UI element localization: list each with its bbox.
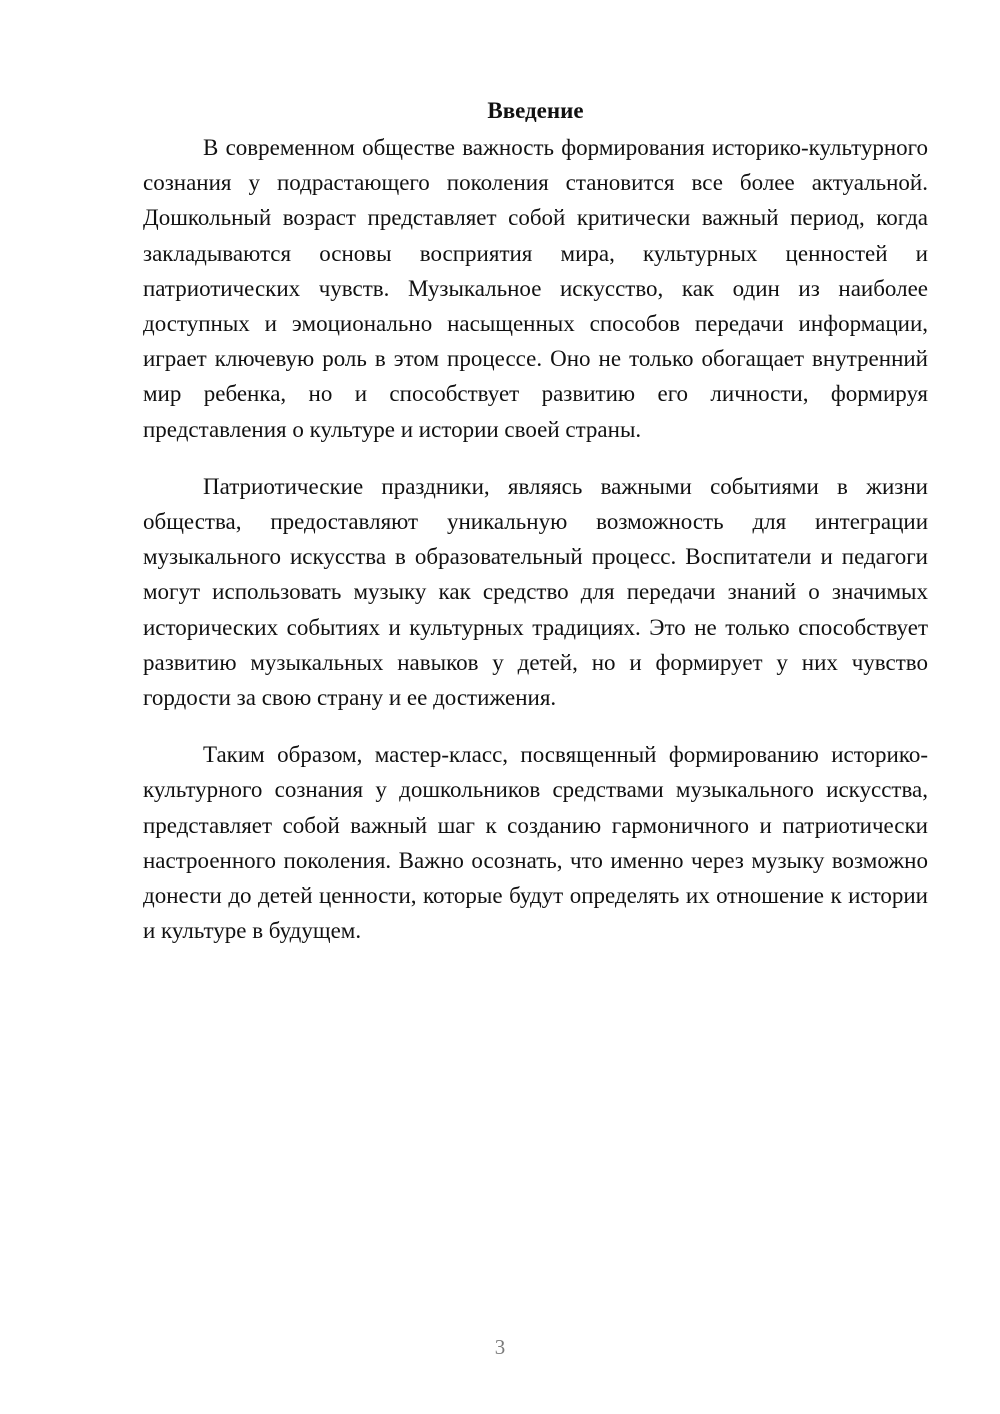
paragraph-2: Патриотические праздники, являясь важными событиями в жизни общества, предоставляют уникальную возможность для интеграции музыкального искусства в образовательный процесс. Воспитатели и педагоги могут использовать музыку как средство для передачи знаний о значимых исторических событиях и культурных традициях. Это не только способствует развитию музыкальных навыков у детей, но и формирует у них чувство гордости за свою страну и ее достижения.: [143, 473, 928, 711]
paragraph-1: В современном обществе важность формирования историко-культурного сознания у подрастающего поколения становится все более актуальной. Дошкольный возраст представляет собой критически важный период, когда закладываются основы восприятия мира, культурных ценностей и патриотических чувств. Музыкальное искусство, как один из наиболее доступных и эмоционально насыщенных способов передачи информации, играет ключевую роль в этом процессе. Оно не только обогащает внутренний мир ребенка, но и способствует развитию его личности, формируя представления о культуре и истории своей страны.: [143, 135, 928, 442]
page-number: 3: [494, 1335, 506, 1359]
document-content: [143, 92, 928, 948]
paragraph-3: Таким образом, мастер-класс, посвященный формированию историко-культурного сознания у дошкольников средствами музыкального искусства, представляет собой важный шаг к созданию гармоничного и патриотически настроенного поколения. Важно осознать, что именно через музыку возможно донести до детей ценности, которые будут определять их отношение к истории и культуре в будущем.: [143, 742, 928, 944]
page-title: Введение: [487, 98, 584, 123]
